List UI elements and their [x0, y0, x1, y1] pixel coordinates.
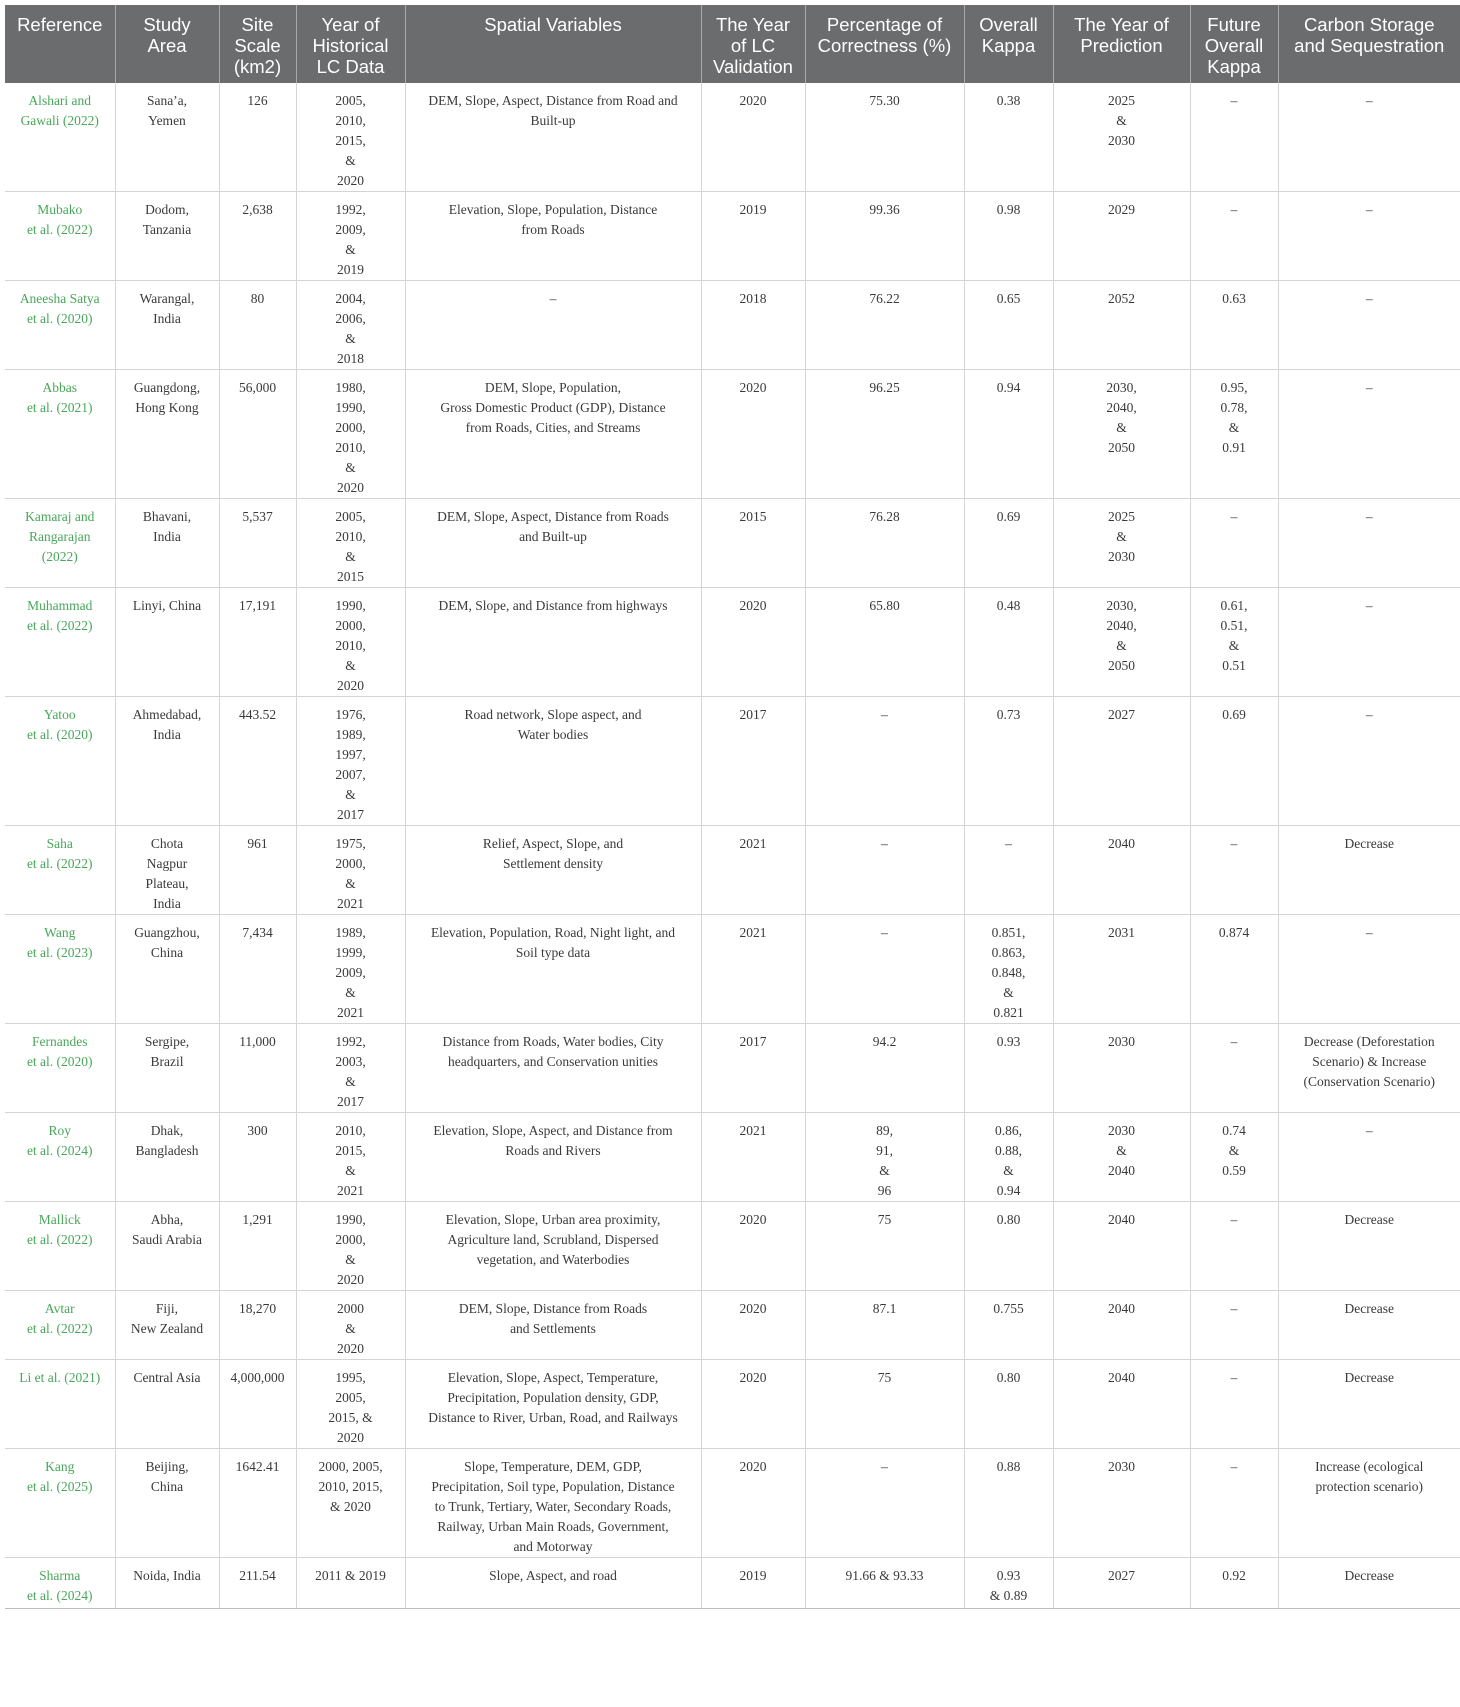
cell-prediction-year: 2027 — [1053, 697, 1190, 826]
cell-historical-years: 2010, 2015, & 2021 — [296, 1113, 405, 1202]
table-row — [5, 499, 1460, 588]
cell-future-kappa: 0.61, 0.51, & 0.51 — [1190, 588, 1278, 697]
cell-carbon-storage: – — [1278, 370, 1460, 499]
cell-reference: Aneesha Satya et al. (2020) — [5, 281, 115, 370]
cell-prediction-year: 2040 — [1053, 1202, 1190, 1291]
cell-carbon-storage: Decrease — [1278, 1202, 1460, 1291]
cell-validation-year: 2020 — [701, 1202, 805, 1291]
cell-reference: Fernandes et al. (2020) — [5, 1024, 115, 1113]
cell-site-scale: 126 — [219, 83, 296, 192]
table-row — [5, 697, 1460, 826]
cell-site-scale: 18,270 — [219, 1291, 296, 1360]
cell-spatial-variables: Elevation, Slope, Population, Distance from Roads — [405, 192, 701, 281]
cell-spatial-variables: DEM, Slope, and Distance from highways — [405, 588, 701, 697]
cell-percentage-correctness: – — [805, 1449, 964, 1558]
header-historical-years: Year of Historical LC Data — [296, 5, 405, 83]
table-row — [5, 1291, 1460, 1360]
cell-study-area: Ahmedabad, India — [115, 697, 219, 826]
cell-site-scale: 56,000 — [219, 370, 296, 499]
header-site-scale: Site Scale (km2) — [219, 5, 296, 83]
cell-historical-years: 2011 & 2019 — [296, 1558, 405, 1609]
cell-study-area: Abha, Saudi Arabia — [115, 1202, 219, 1291]
table-row — [5, 1360, 1460, 1449]
cell-site-scale: 80 — [219, 281, 296, 370]
cell-validation-year: 2020 — [701, 1360, 805, 1449]
cell-site-scale: 2,638 — [219, 192, 296, 281]
cell-historical-years: 1990, 2000, & 2020 — [296, 1202, 405, 1291]
cell-historical-years: 2005, 2010, & 2015 — [296, 499, 405, 588]
cell-future-kappa: – — [1190, 192, 1278, 281]
cell-future-kappa: 0.69 — [1190, 697, 1278, 826]
cell-overall-kappa: – — [964, 826, 1053, 915]
cell-historical-years: 1992, 2009, & 2019 — [296, 192, 405, 281]
cell-prediction-year: 2025 & 2030 — [1053, 83, 1190, 192]
cell-validation-year: 2020 — [701, 370, 805, 499]
cell-historical-years: 1992, 2003, & 2017 — [296, 1024, 405, 1113]
table-body — [5, 83, 1460, 1609]
header-overall-kappa: Overall Kappa — [964, 5, 1053, 83]
cell-prediction-year: 2030 & 2040 — [1053, 1113, 1190, 1202]
cell-overall-kappa: 0.80 — [964, 1202, 1053, 1291]
cell-study-area: Guangdong, Hong Kong — [115, 370, 219, 499]
cell-prediction-year: 2040 — [1053, 1360, 1190, 1449]
cell-future-kappa: 0.63 — [1190, 281, 1278, 370]
cell-percentage-correctness: 75.30 — [805, 83, 964, 192]
cell-future-kappa: – — [1190, 1291, 1278, 1360]
cell-future-kappa: – — [1190, 1360, 1278, 1449]
table-row — [5, 1558, 1460, 1609]
cell-study-area: Dhak, Bangladesh — [115, 1113, 219, 1202]
table-row — [5, 588, 1460, 697]
cell-future-kappa: 0.874 — [1190, 915, 1278, 1024]
cell-site-scale: 5,537 — [219, 499, 296, 588]
cell-validation-year: 2019 — [701, 1558, 805, 1609]
table-row — [5, 1202, 1460, 1291]
cell-spatial-variables: Relief, Aspect, Slope, and Settlement density — [405, 826, 701, 915]
cell-validation-year: 2020 — [701, 588, 805, 697]
cell-prediction-year: 2030, 2040, & 2050 — [1053, 370, 1190, 499]
table-row — [5, 826, 1460, 915]
cell-percentage-correctness: 91.66 & 93.33 — [805, 1558, 964, 1609]
cell-percentage-correctness: 96.25 — [805, 370, 964, 499]
cell-overall-kappa: 0.73 — [964, 697, 1053, 826]
cell-site-scale: 1,291 — [219, 1202, 296, 1291]
cell-carbon-storage: Increase (ecological protection scenario) — [1278, 1449, 1460, 1558]
cell-percentage-correctness: 65.80 — [805, 588, 964, 697]
cell-reference: Avtar et al. (2022) — [5, 1291, 115, 1360]
cell-overall-kappa: 0.93 — [964, 1024, 1053, 1113]
cell-reference: Mallick et al. (2022) — [5, 1202, 115, 1291]
cell-carbon-storage: – — [1278, 499, 1460, 588]
cell-overall-kappa: 0.88 — [964, 1449, 1053, 1558]
cell-site-scale: 1642.41 — [219, 1449, 296, 1558]
cell-percentage-correctness: – — [805, 697, 964, 826]
cell-prediction-year: 2031 — [1053, 915, 1190, 1024]
cell-spatial-variables: DEM, Slope, Population, Gross Domestic Product (GDP), Distance from Roads, Cities, and Streams — [405, 370, 701, 499]
cell-validation-year: 2018 — [701, 281, 805, 370]
header-study-area: Study Area — [115, 5, 219, 83]
cell-carbon-storage: Decrease — [1278, 826, 1460, 915]
cell-study-area: Warangal, India — [115, 281, 219, 370]
table-row — [5, 1449, 1460, 1558]
cell-overall-kappa: 0.80 — [964, 1360, 1053, 1449]
cell-prediction-year: 2030 — [1053, 1449, 1190, 1558]
cell-carbon-storage: Decrease — [1278, 1360, 1460, 1449]
cell-carbon-storage: Decrease — [1278, 1558, 1460, 1609]
cell-prediction-year: 2040 — [1053, 1291, 1190, 1360]
cell-spatial-variables: – — [405, 281, 701, 370]
cell-future-kappa: – — [1190, 499, 1278, 588]
cell-validation-year: 2021 — [701, 915, 805, 1024]
cell-spatial-variables: Elevation, Slope, Aspect, and Distance from Roads and Rivers — [405, 1113, 701, 1202]
cell-spatial-variables: Elevation, Population, Road, Night light, and Soil type data — [405, 915, 701, 1024]
cell-validation-year: 2020 — [701, 1449, 805, 1558]
cell-future-kappa: – — [1190, 1449, 1278, 1558]
cell-spatial-variables: Elevation, Slope, Urban area proximity, Agriculture land, Scrubland, Dispersed vegetation, and Waterbodies — [405, 1202, 701, 1291]
cell-future-kappa: – — [1190, 1024, 1278, 1113]
cell-reference: Saha et al. (2022) — [5, 826, 115, 915]
cell-historical-years: 2005, 2010, 2015, & 2020 — [296, 83, 405, 192]
cell-reference: Abbas et al. (2021) — [5, 370, 115, 499]
cell-spatial-variables: Slope, Aspect, and road — [405, 1558, 701, 1609]
cell-site-scale: 961 — [219, 826, 296, 915]
cell-validation-year: 2020 — [701, 1291, 805, 1360]
cell-study-area: Guangzhou, China — [115, 915, 219, 1024]
cell-site-scale: 211.54 — [219, 1558, 296, 1609]
cell-overall-kappa: 0.86, 0.88, & 0.94 — [964, 1113, 1053, 1202]
cell-validation-year: 2021 — [701, 1113, 805, 1202]
cell-prediction-year: 2027 — [1053, 1558, 1190, 1609]
cell-future-kappa: 0.74 & 0.59 — [1190, 1113, 1278, 1202]
cell-study-area: Sergipe, Brazil — [115, 1024, 219, 1113]
cell-carbon-storage: – — [1278, 281, 1460, 370]
cell-validation-year: 2017 — [701, 697, 805, 826]
cell-study-area: Bhavani, India — [115, 499, 219, 588]
cell-prediction-year: 2029 — [1053, 192, 1190, 281]
cell-carbon-storage: Decrease — [1278, 1291, 1460, 1360]
cell-study-area: Fiji, New Zealand — [115, 1291, 219, 1360]
cell-overall-kappa: 0.48 — [964, 588, 1053, 697]
cell-reference: Li et al. (2021) — [5, 1360, 115, 1449]
cell-validation-year: 2019 — [701, 192, 805, 281]
cell-prediction-year: 2025 & 2030 — [1053, 499, 1190, 588]
cell-percentage-correctness: 94.2 — [805, 1024, 964, 1113]
cell-carbon-storage: – — [1278, 1113, 1460, 1202]
header-reference: Reference — [5, 5, 115, 83]
cell-overall-kappa: 0.851, 0.863, 0.848, & 0.821 — [964, 915, 1053, 1024]
cell-prediction-year: 2030, 2040, & 2050 — [1053, 588, 1190, 697]
cell-carbon-storage: – — [1278, 83, 1460, 192]
cell-percentage-correctness: 87.1 — [805, 1291, 964, 1360]
cell-carbon-storage: – — [1278, 697, 1460, 826]
cell-historical-years: 2000 & 2020 — [296, 1291, 405, 1360]
cell-reference: Yatoo et al. (2020) — [5, 697, 115, 826]
cell-reference: Kang et al. (2025) — [5, 1449, 115, 1558]
cell-spatial-variables: DEM, Slope, Aspect, Distance from Roads and Built-up — [405, 499, 701, 588]
cell-percentage-correctness: 76.22 — [805, 281, 964, 370]
table-row — [5, 1024, 1460, 1113]
cell-site-scale: 4,000,000 — [219, 1360, 296, 1449]
header-spatial-variables: Spatial Variables — [405, 5, 701, 83]
cell-reference: Wang et al. (2023) — [5, 915, 115, 1024]
cell-site-scale: 7,434 — [219, 915, 296, 1024]
cell-carbon-storage: – — [1278, 588, 1460, 697]
cell-site-scale: 11,000 — [219, 1024, 296, 1113]
cell-spatial-variables: Road network, Slope aspect, and Water bodies — [405, 697, 701, 826]
cell-percentage-correctness: 89, 91, & 96 — [805, 1113, 964, 1202]
cell-overall-kappa: 0.93 & 0.89 — [964, 1558, 1053, 1609]
cell-future-kappa: – — [1190, 1202, 1278, 1291]
table-row — [5, 83, 1460, 192]
cell-spatial-variables: Elevation, Slope, Aspect, Temperature, Precipitation, Population density, GDP, Distance to River, Urban, Road, and Railways — [405, 1360, 701, 1449]
cell-validation-year: 2017 — [701, 1024, 805, 1113]
cell-historical-years: 1976, 1989, 1997, 2007, & 2017 — [296, 697, 405, 826]
cell-overall-kappa: 0.69 — [964, 499, 1053, 588]
cell-historical-years: 2004, 2006, & 2018 — [296, 281, 405, 370]
cell-reference: Roy et al. (2024) — [5, 1113, 115, 1202]
table-row — [5, 915, 1460, 1024]
cell-carbon-storage: – — [1278, 915, 1460, 1024]
cell-future-kappa: 0.92 — [1190, 1558, 1278, 1609]
cell-historical-years: 1975, 2000, & 2021 — [296, 826, 405, 915]
cell-percentage-correctness: 75 — [805, 1360, 964, 1449]
cell-prediction-year: 2030 — [1053, 1024, 1190, 1113]
cell-validation-year: 2021 — [701, 826, 805, 915]
cell-spatial-variables: Distance from Roads, Water bodies, City headquarters, and Conservation unities — [405, 1024, 701, 1113]
table-container — [5, 5, 1460, 1609]
header-carbon-storage: Carbon Storage and Sequestration — [1278, 5, 1460, 83]
header-percentage-correctness: Percentage of Correctness (%) — [805, 5, 964, 83]
cell-percentage-correctness: 76.28 — [805, 499, 964, 588]
cell-site-scale: 300 — [219, 1113, 296, 1202]
cell-percentage-correctness: 75 — [805, 1202, 964, 1291]
cell-reference: Alshari and Gawali (2022) — [5, 83, 115, 192]
cell-historical-years: 1990, 2000, 2010, & 2020 — [296, 588, 405, 697]
cell-percentage-correctness: 99.36 — [805, 192, 964, 281]
cell-carbon-storage: – — [1278, 192, 1460, 281]
cell-spatial-variables: DEM, Slope, Aspect, Distance from Road and Built-up — [405, 83, 701, 192]
cell-validation-year: 2020 — [701, 83, 805, 192]
cell-historical-years: 1980, 1990, 2000, 2010, & 2020 — [296, 370, 405, 499]
cell-overall-kappa: 0.94 — [964, 370, 1053, 499]
lc-prediction-studies-table — [5, 5, 1460, 1609]
cell-spatial-variables: Slope, Temperature, DEM, GDP, Precipitation, Soil type, Population, Distance to Trunk, Tertiary, Water, Secondary Roads, Railway, Urban Main Roads, Government, and Motorway — [405, 1449, 701, 1558]
table-row — [5, 1113, 1460, 1202]
cell-validation-year: 2015 — [701, 499, 805, 588]
cell-reference: Mubako et al. (2022) — [5, 192, 115, 281]
cell-spatial-variables: DEM, Slope, Distance from Roads and Settlements — [405, 1291, 701, 1360]
cell-future-kappa: – — [1190, 826, 1278, 915]
cell-overall-kappa: 0.65 — [964, 281, 1053, 370]
cell-study-area: Linyi, China — [115, 588, 219, 697]
cell-study-area: Dodom, Tanzania — [115, 192, 219, 281]
cell-site-scale: 17,191 — [219, 588, 296, 697]
cell-overall-kappa: 0.38 — [964, 83, 1053, 192]
cell-reference: Muhammad et al. (2022) — [5, 588, 115, 697]
cell-historical-years: 1989, 1999, 2009, & 2021 — [296, 915, 405, 1024]
cell-study-area: Central Asia — [115, 1360, 219, 1449]
header-row — [5, 5, 1460, 83]
cell-percentage-correctness: – — [805, 826, 964, 915]
cell-prediction-year: 2052 — [1053, 281, 1190, 370]
cell-study-area: Sana’a, Yemen — [115, 83, 219, 192]
header-prediction-year: The Year of Prediction — [1053, 5, 1190, 83]
cell-reference: Kamaraj and Rangarajan (2022) — [5, 499, 115, 588]
cell-study-area: Beijing, China — [115, 1449, 219, 1558]
header-validation-year: The Year of LC Validation — [701, 5, 805, 83]
table-row — [5, 281, 1460, 370]
cell-overall-kappa: 0.755 — [964, 1291, 1053, 1360]
cell-percentage-correctness: – — [805, 915, 964, 1024]
table-row — [5, 370, 1460, 499]
cell-reference: Sharma et al. (2024) — [5, 1558, 115, 1609]
cell-site-scale: 443.52 — [219, 697, 296, 826]
cell-historical-years: 2000, 2005, 2010, 2015, & 2020 — [296, 1449, 405, 1558]
cell-study-area: Chota Nagpur Plateau, India — [115, 826, 219, 915]
header-future-kappa: Future Overall Kappa — [1190, 5, 1278, 83]
cell-study-area: Noida, India — [115, 1558, 219, 1609]
table-row — [5, 192, 1460, 281]
cell-future-kappa: – — [1190, 83, 1278, 192]
cell-overall-kappa: 0.98 — [964, 192, 1053, 281]
cell-historical-years: 1995, 2005, 2015, & 2020 — [296, 1360, 405, 1449]
cell-carbon-storage: Decrease (Deforestation Scenario) & Increase (Conservation Scenario) — [1278, 1024, 1460, 1113]
cell-future-kappa: 0.95, 0.78, & 0.91 — [1190, 370, 1278, 499]
cell-prediction-year: 2040 — [1053, 826, 1190, 915]
